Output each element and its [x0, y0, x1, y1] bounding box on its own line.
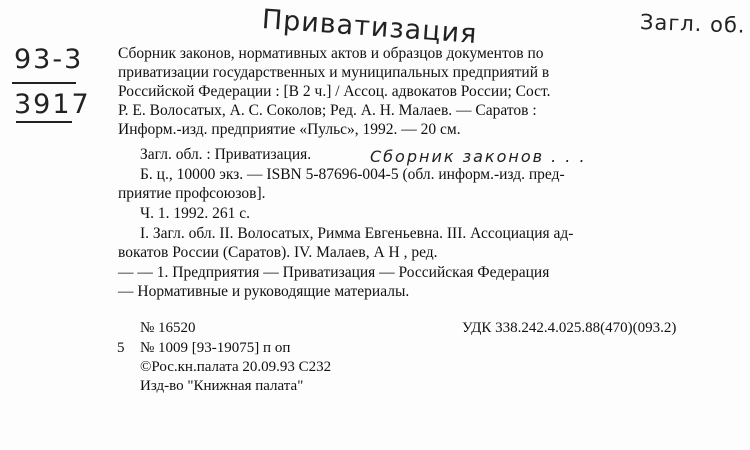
record-line: Загл. обл. : Приватизация.	[140, 146, 312, 163]
record-line: Р. Е. Волосатых, А. С. Соколов; Ред. А. Н. Малаев. — Саратов :	[118, 102, 537, 119]
record-line: I. Загл. обл. II. Волосатых, Римма Евгеньевна. III. Ассоциация ад-	[140, 225, 574, 242]
record-line: Информ.-изд. предприятие «Пульс», 1992. — 20 см.	[118, 121, 461, 138]
record-line: — — 1. Предприятия — Приватизация — Российская Федерация	[118, 264, 550, 281]
record-line: — Нормативные и руководящие материалы.	[118, 283, 410, 300]
publisher-line: Изд-во "Книжная палата"	[140, 378, 304, 394]
record-line: Сборник законов, нормативных актов и образцов документов по	[118, 45, 544, 62]
record-line: Российской Федерации : [В 2 ч.] / Ассоц. адвокатов России; Сост.	[118, 83, 551, 100]
registration-number: № 16520	[140, 320, 196, 336]
call-number-underline	[16, 121, 72, 123]
record-line: вокатов России (Саратов). IV. Малаев, А Н , ред.	[118, 244, 438, 261]
record-line: приватизации государственных и муниципальных предприятий в	[118, 64, 550, 81]
margin-mark: 5	[117, 340, 125, 356]
book-chamber-stamp: ©Рос.кн.палата 20.09.93 С232	[140, 359, 332, 375]
card-number: № 1009 [93-19075] п оп	[140, 340, 291, 356]
call-number-bottom: 3917	[14, 89, 91, 120]
record-line: Ч. 1. 1992. 261 с.	[140, 205, 250, 222]
udk-classification: УДК 338.242.4.025.88(470)(093.2)	[462, 320, 677, 336]
handwritten-inline-note: Сборник законов . . .	[370, 147, 587, 166]
call-number-top: 93-3	[14, 44, 84, 75]
call-number-divider	[12, 82, 76, 84]
record-line: приятие профсоюзов].	[118, 185, 266, 202]
handwritten-title: Приватизация	[260, 4, 479, 51]
handwritten-corner-note: Загл. об.	[639, 10, 746, 38]
record-line: Б. ц., 10000 экз. — ISBN 5-87696-004-5 (обл. информ.-изд. пред-	[140, 166, 565, 183]
